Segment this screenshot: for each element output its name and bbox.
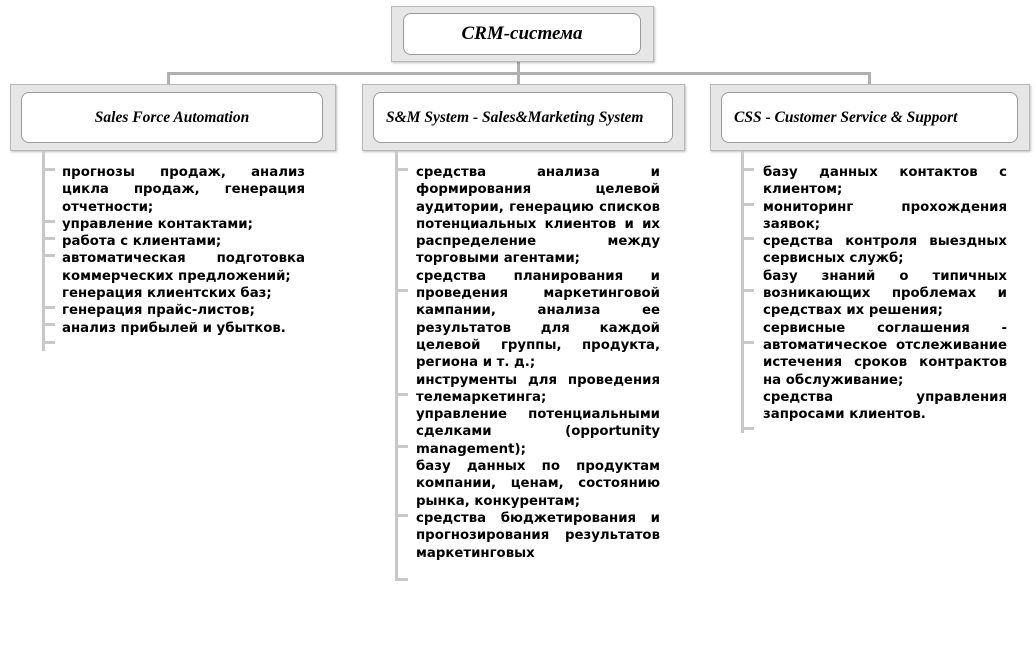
list-tick — [42, 168, 55, 171]
list-item: средства бюджетирования и прогнозирования результатов маркетинговых — [416, 510, 660, 561]
list-item: базу данных по продуктам компании, ценам, состоянию рынка, конкурентам; — [416, 459, 660, 509]
list-tick — [395, 168, 408, 171]
list-item: работа с клиентами; — [62, 234, 222, 250]
css-feature-list — [763, 164, 1007, 423]
list-tick — [395, 289, 408, 292]
list-item: автоматическая подготовка коммерческих предложений; — [62, 251, 305, 284]
list-item: генерация прайс-листов; — [62, 303, 255, 319]
list-item: управление контактами; — [62, 216, 253, 232]
list-item: средства анализа и формирования целевой аудитории, генерацию списков потенциальных клиентов и их распределение между торговыми агентами; — [416, 165, 660, 267]
list-item: сервисные соглашения - автоматическое отслеживание истечения сроков контрактов на обслуживание; — [763, 320, 1007, 388]
list-connector-3 — [741, 151, 744, 433]
branch-title: Sales Force Automation — [94, 108, 250, 126]
list-tick — [741, 427, 754, 430]
branch-title: S&M System - Sales&Marketing System — [386, 108, 644, 126]
sm-feature-list — [416, 164, 660, 562]
list-tick — [741, 341, 754, 344]
list-tick — [395, 393, 408, 396]
list-item: управление потенциальными сделками (opportunity management); — [416, 407, 660, 457]
list-tick — [741, 168, 754, 171]
list-tick — [395, 514, 408, 517]
list-item: мониторинг прохождения заявок; — [763, 199, 1007, 232]
list-item: базу знаний о типичных возникающих проблемах и средствах их решения; — [763, 268, 1007, 319]
list-tick — [42, 341, 55, 344]
list-tick — [42, 254, 55, 257]
list-tick — [42, 237, 55, 240]
list-tick — [395, 445, 408, 448]
list-tick — [741, 289, 754, 292]
list-tick — [741, 237, 754, 240]
list-item: средства контроля выездных сервисных служб; — [763, 234, 1007, 267]
branch-title: CSS - Customer Service & Support — [734, 108, 958, 126]
list-connector-1 — [42, 151, 45, 351]
list-item: прогнозы продаж, анализ цикла продаж, генерация отчетности; — [62, 165, 305, 215]
list-item: средства планирования и проведения маркетинговой кампании, анализа ее результатов для каждой целевой группы, продукта, региона и т. д.; — [416, 268, 660, 371]
sfa-feature-list — [62, 164, 305, 337]
list-item: генерация клиентских баз; — [62, 286, 272, 302]
list-item: инструменты для проведения телемаркетинга; — [416, 372, 660, 405]
root-title: CRM-система — [461, 23, 583, 44]
list-item: средства управления запросами клиентов. — [763, 389, 1007, 423]
list-tick — [395, 578, 408, 581]
list-tick — [42, 323, 55, 326]
list-item: анализ прибылей и убытков. — [62, 320, 286, 336]
list-item: базу данных контактов с клиентом; — [763, 165, 1007, 198]
list-tick — [42, 220, 55, 223]
list-tick — [741, 203, 754, 206]
list-tick — [42, 306, 55, 309]
